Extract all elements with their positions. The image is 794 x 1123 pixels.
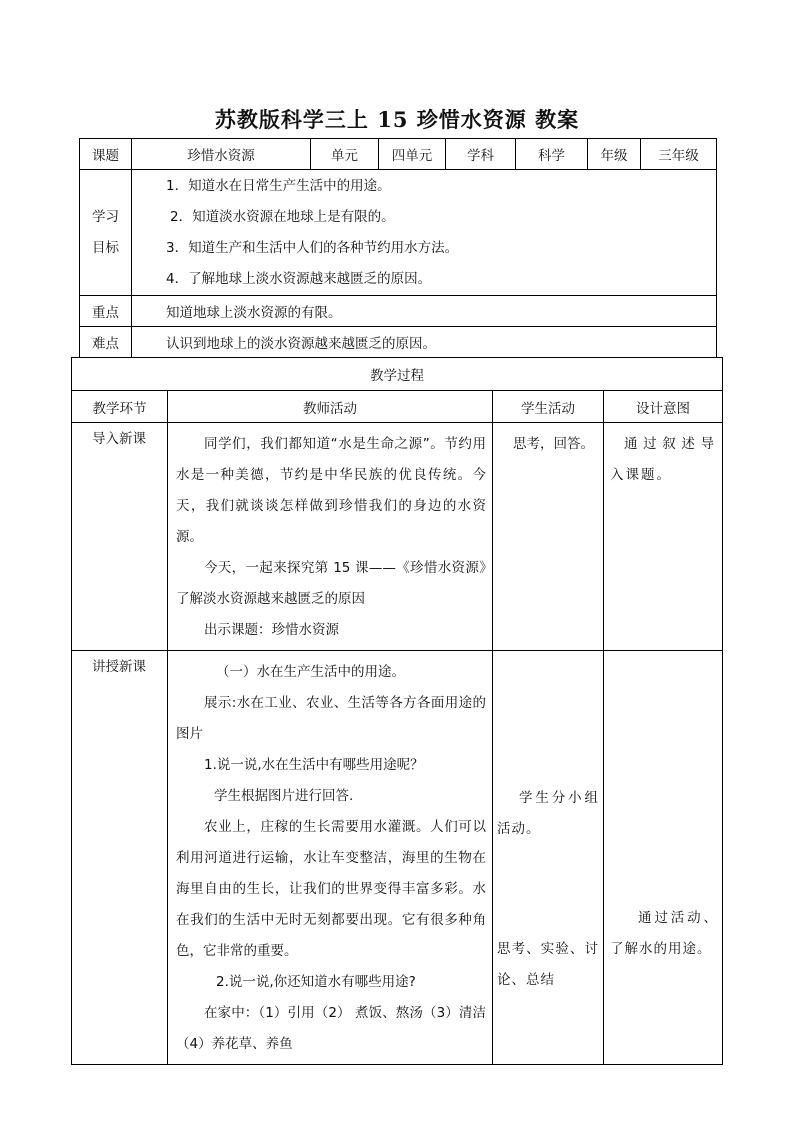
new-lesson-student xyxy=(493,651,604,1065)
intro-student xyxy=(493,423,604,651)
new-lesson-teacher-para: 展示:水在工业、农业、生活等各方各面用途的图片 xyxy=(176,695,486,742)
intro-teacher-para: 同学们，我们都知道“水是生命之源”。节约用水是一种美德，节约是中华民族的优良传统。今天，我们就谈谈怎样做到珍惜我们的身边的水资源。 xyxy=(176,436,486,545)
intro-student-text: 思考，回答。 xyxy=(513,436,594,452)
process-table xyxy=(71,357,723,1065)
intro-stage: 导入新课 xyxy=(72,423,168,651)
new-lesson-teacher xyxy=(168,651,493,1065)
col-intent: 设计意图 xyxy=(604,391,723,423)
subject-value: 科学 xyxy=(516,139,588,170)
new-lesson-teacher-para: 在家中：（1）引用（2） 煮饭、熬汤（3）清洁（4）养花草、养鱼 xyxy=(176,1005,486,1052)
goals-label xyxy=(80,170,132,296)
goals-label-line2: 目标 xyxy=(92,239,119,256)
goal-item: 2．知道淡水资源在地球上是有限的。 xyxy=(170,208,395,225)
goals-label-line1: 学习 xyxy=(92,208,119,225)
col-teacher: 教师活动 xyxy=(168,391,493,423)
new-lesson-teacher-para: 2.说一说,你还知道水有哪些用途? xyxy=(216,974,416,990)
lesson-info-table xyxy=(79,138,717,358)
intro-teacher xyxy=(168,423,493,651)
unit-value: 四单元 xyxy=(379,139,446,170)
goal-item: 3．知道生产和生活中人们的各种节约用水方法。 xyxy=(166,239,459,256)
key-point-label: 重点 xyxy=(80,296,132,327)
new-lesson-student-text-1: 学生分小组活动。 xyxy=(497,790,599,837)
new-lesson-intent xyxy=(604,651,723,1065)
page-title: 苏教版科学三上 15 珍惜水资源 教案 xyxy=(214,107,580,132)
intro-intent-text: 通过叙述导入课题。 xyxy=(610,436,716,483)
new-lesson-teacher-para: 学生根据图片进行回答. xyxy=(214,788,354,804)
goal-item: 4．了解地球上淡水资源越来越匮乏的原因。 xyxy=(166,270,432,287)
intro-teacher-para: 出示课题：珍惜水资源 xyxy=(204,622,339,638)
new-lesson-teacher-para: 1.说一说,水在生活中有哪些用途呢？ xyxy=(204,757,424,773)
new-lesson-teacher-para: （一）水在生产生活中的用途。 xyxy=(216,664,405,680)
unit-label: 单元 xyxy=(311,139,379,170)
new-lesson-intent-text: 通过活动、了解水的用途。 xyxy=(610,910,718,957)
goal-item: 1．知道水在日常生产生活中的用途。 xyxy=(166,177,391,194)
grade-value: 三年级 xyxy=(641,139,717,170)
lesson-label: 课题 xyxy=(80,139,132,170)
col-student: 学生活动 xyxy=(493,391,604,423)
difficulty-value: 认识到地球上的淡水资源越来越匮乏的原因。 xyxy=(132,327,717,358)
process-heading: 教学过程 xyxy=(72,358,723,391)
subject-label: 学科 xyxy=(446,139,516,170)
grade-label: 年级 xyxy=(588,139,641,170)
goals-list xyxy=(132,170,717,296)
lesson-value: 珍惜水资源 xyxy=(132,139,311,170)
difficulty-label: 难点 xyxy=(80,327,132,358)
intro-teacher-para: 今天，一起来探究第 15 课——《珍惜水资源》了解淡水资源越来越匮乏的原因 xyxy=(176,560,486,607)
col-stage: 教学环节 xyxy=(72,391,168,423)
new-lesson-student-text-2: 思考、实验、讨论、总结 xyxy=(497,941,599,988)
intro-intent xyxy=(604,423,723,651)
new-lesson-stage: 讲授新课 xyxy=(72,651,168,1065)
new-lesson-teacher-para: 农业上，庄稼的生长需要用水灌溉。人们可以利用河道进行运输，水让车变整洁，海里的生物在海里自由的生长，让我们的世界变得丰富多彩。水在我们的生活中无时无刻都要出现。它有很多种角色，它非常的重要。 xyxy=(176,819,486,959)
key-point-value: 知道地球上淡水资源的有限。 xyxy=(132,296,717,327)
